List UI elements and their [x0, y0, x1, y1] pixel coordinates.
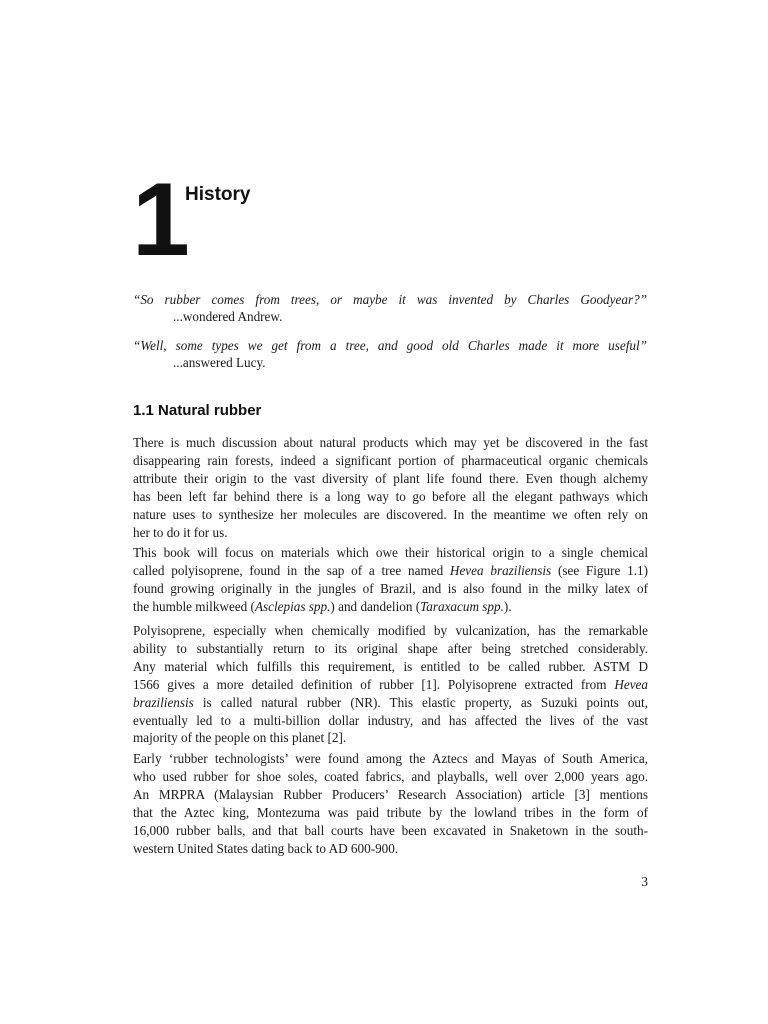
paragraph-line: Polyisoprene, especially when chemically modified by vulcanization, has the remarkable	[133, 623, 648, 638]
paragraph	[133, 622, 648, 747]
paragraph-line: has been left far behind there is a long way to go before all the elegant pathways which	[133, 488, 648, 504]
paragraph-line: nature uses to synthesize her molecules are discovered. In the meantime we often rely on	[133, 506, 648, 522]
section-heading: 1.1 Natural rubber	[133, 402, 262, 419]
paragraph-line: that the Aztec king, Montezuma was paid tribute by the lowland tribes in the form of	[133, 804, 648, 820]
epigraph	[133, 337, 647, 371]
paragraph-line: her to do it for us.	[133, 524, 228, 540]
species-name: Hevea	[614, 676, 648, 692]
text-run: ) and dandelion (	[330, 598, 421, 614]
paragraph-line: ability to substantially return to its original shape after being stretched considerably.	[133, 640, 648, 656]
paragraph-line: disappearing rain forests, indeed a significant portion of pharmaceutical organic chemicals	[133, 452, 648, 468]
paragraph-line	[133, 676, 648, 694]
text-run: is called natural rubber (NR). This elastic property, as Suzuki points out,	[193, 694, 648, 710]
paragraph-line: There is much discussion about natural products which may yet be discovered in the fast	[133, 435, 648, 450]
paragraph	[133, 434, 648, 541]
paragraph-line	[133, 598, 648, 616]
species-name: Asclepias spp.	[254, 598, 331, 614]
text-run: ).	[503, 598, 512, 614]
species-name: Taraxacum spp.	[420, 598, 504, 614]
paragraph-line: attribute their origin to the vast diversity of plant life found there. Even though alchemy	[133, 470, 648, 486]
paragraph-line: found growing originally in the jungles of Brazil, and is also found in the milky latex of	[133, 580, 648, 596]
paragraph-line: western United States dating back to AD 600-900.	[133, 840, 399, 856]
paragraph-line: majority of the people on this planet [2].	[133, 730, 347, 746]
paragraph-line: who used rubber for shoe soles, coated fabrics, and playballs, well over 2,000 years ago.	[133, 768, 648, 784]
epigraph-quote: “So rubber comes from trees, or maybe it was invented by Charles Goodyear?”	[133, 292, 647, 307]
chapter-title: History	[185, 184, 251, 205]
species-name: Hevea braziliensis	[449, 562, 552, 578]
epigraph-attribution: ...answered Lucy.	[173, 355, 266, 370]
text-run: the humble milkweed (	[133, 598, 255, 614]
page-number: 3	[641, 874, 648, 889]
text-run: 1566 gives a more detailed definition of rubber [1]. Polyisoprene extracted from	[133, 676, 615, 692]
species-name: braziliensis	[133, 694, 194, 710]
paragraph	[133, 750, 648, 857]
paragraph-line: eventually led to a multi-billion dollar industry, and has affected the lives of the vast	[133, 712, 648, 728]
paragraph-line: Early ‘rubber technologists’ were found among the Aztecs and Mayas of South America,	[133, 751, 648, 766]
text-run: (see Figure 1.1)	[551, 562, 648, 578]
text-run: called polyisoprene, found in the sap of a tree named	[133, 562, 450, 578]
chapter-number: 1	[132, 162, 186, 278]
paragraph-line: Any material which fulfills this requirement, is entitled to be called rubber. ASTM D	[133, 658, 648, 674]
paragraph-line: 16,000 rubber balls, and that ball courts have been excavated in Snaketown in the south-	[133, 822, 648, 838]
paragraph	[133, 544, 648, 616]
paragraph-line: This book will focus on materials which owe their historical origin to a single chemical	[133, 545, 648, 560]
paragraph-line: An MRPRA (Malaysian Rubber Producers’ Research Association) article [3] mentions	[133, 786, 648, 802]
epigraph-attribution: ...wondered Andrew.	[173, 309, 283, 324]
epigraph-quote: “Well, some types we get from a tree, and good old Charles made it more useful”	[133, 338, 647, 353]
paragraph-line	[133, 694, 648, 712]
paragraph-line	[133, 562, 648, 580]
epigraph	[133, 291, 647, 325]
